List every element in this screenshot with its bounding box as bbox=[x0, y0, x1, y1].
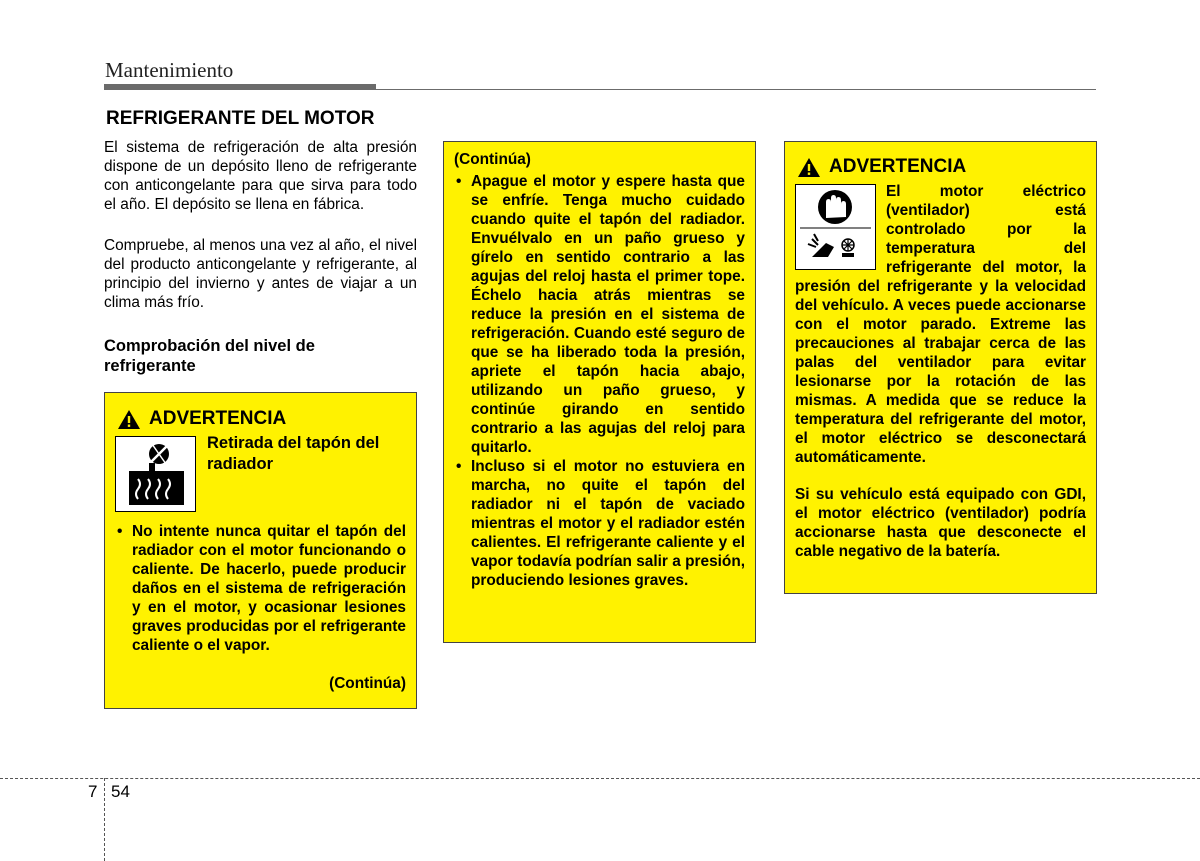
footer-rule bbox=[0, 778, 1200, 779]
warning-text-gdi: Si su vehículo está equipado con GDI, el motor eléctrico (ventilador) podría accionarse hasta que desconecte el cable negativo de la batería. bbox=[795, 486, 1086, 560]
warning-title: ADVERTENCIA bbox=[149, 408, 287, 429]
list-item: • No intente nunca quitar el tapón del radiador con el motor funcionando o caliente. De hacerlo, puede producir daños en el sistema de refrigeración y en el motor, y ocasionar lesiones graves producidas por el refrigerante caliente o el vapor. bbox=[115, 522, 406, 655]
header-rule-thin bbox=[376, 89, 1096, 90]
intro-paragraph-1: El sistema de refrigeración de alta presión dispone de un depósito lleno de refrigerante con anticongelante para que sirva para todo el año. El depósito se llena en fábrica. bbox=[104, 139, 417, 213]
radiator-hot-icon bbox=[115, 436, 196, 512]
list-item: • Incluso si el motor no estuviera en marcha, no quite el tapón del radiador ni el tapón de vaciado mientras el motor y el radiador estén calientes. El refrigerante caliente y el vapor todavía podrían salir a presión, produciendo lesiones graves. bbox=[454, 457, 745, 590]
continued-bullets bbox=[454, 172, 745, 590]
continued-label: (Continúa) bbox=[329, 675, 406, 692]
footer-divider bbox=[104, 778, 105, 861]
icon-float-spacer bbox=[795, 182, 886, 277]
warning-box-continued bbox=[443, 141, 756, 643]
section-label: Mantenimiento bbox=[105, 58, 234, 82]
warning-box-fan bbox=[784, 141, 1097, 594]
warning-text: El motor eléctrico (ventilador) está controlado por la temperatura del refrigerante del motor, la presión del refrigerante y la velocidad del vehículo. A veces puede accionarse con el motor parado. Extreme las precauciones al trabajar cerca de las palas del ventilador para evitar lesionarse por la rotación de las mismas. A medida que se reduce la temperatura del refrigerante del motor, el motor eléctrico se desconectará automáticamente. bbox=[795, 183, 1086, 466]
warning-triangle-icon bbox=[117, 409, 141, 430]
warning-box-radiator bbox=[104, 392, 417, 709]
warning-triangle-icon bbox=[797, 157, 821, 178]
list-item: • Apague el motor y espere hasta que se enfríe. Tenga mucho cuidado cuando quite el tapón del radiador. Envuélvalo en un paño grueso y gírelo en sentido contrario a las agujas del reloj hasta el primer tope. Échelo hacia atrás mientras se reduce la presión en el sistema de refrigeración. Cuando esté seguro de que se ha liberado toda la presión, apriete el tapón hacia abajo, utilizando un paño grueso, y continúe girando en sentido contrario a las agujas del reloj para quitarlo. bbox=[454, 172, 745, 457]
intro-paragraph-2: Compruebe, al menos una vez al año, el nivel del producto anticongelante y refrigerante, al principio del invierno y antes de viajar a un clima más frío. bbox=[104, 237, 417, 311]
continued-header: (Continúa) bbox=[454, 151, 531, 168]
warning-header bbox=[797, 156, 966, 178]
warning-title: ADVERTENCIA bbox=[829, 156, 967, 177]
subheading: Comprobación del nivel de refrigerante bbox=[104, 337, 315, 375]
page-number: 54 bbox=[111, 782, 130, 801]
chapter-number: 7 bbox=[88, 782, 98, 801]
warning-header bbox=[117, 408, 286, 430]
warning-bullets bbox=[115, 522, 406, 655]
page-title: REFRIGERANTE DEL MOTOR bbox=[106, 108, 375, 129]
warning-text-body bbox=[795, 182, 1086, 467]
header-rule-thick bbox=[104, 84, 376, 90]
warning-heading: Retirada del tapón del radiador bbox=[207, 434, 380, 473]
